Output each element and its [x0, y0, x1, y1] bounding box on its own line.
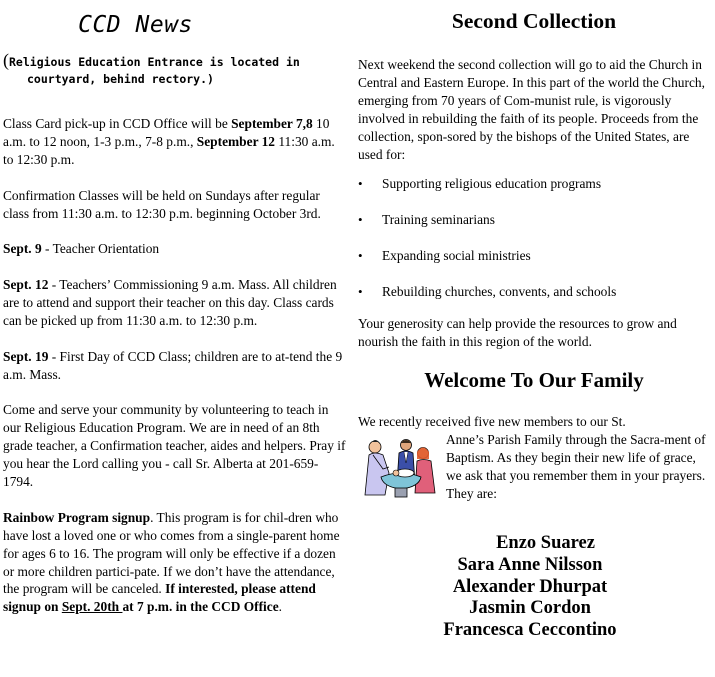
- entrance-note: [3, 52, 347, 88]
- list-item: • Rebuilding churches, convents, and schools: [358, 283, 710, 301]
- first-day-text: - First Day of CCD Class; children are to at-tend the 9 a.m. Mass.: [3, 348, 343, 382]
- right-column: [358, 0, 710, 502]
- list-item: Francesca Ceccontino: [443, 620, 617, 641]
- collection-uses-list: [358, 175, 710, 301]
- generosity-paragraph: Your generosity can help provide the resources to grow and nourish the faith in this region of the world.: [358, 316, 677, 349]
- rainbow-program-title: Rainbow Program signup: [3, 509, 151, 525]
- second-collection-paragraph: Next weekend the second collection will go to aid the Church in Central and Eastern Europe. In this part of the world the Church, emerging from 70 years of Com-munist rule, is vigorously involved in rebuilding the faith of its people. Proceeds from the collection, spon-sored by the bishops of the United States, are used for:: [358, 57, 705, 162]
- rainbow-signup-date: Sept. 20th: [61, 599, 123, 615]
- entrance-paren: (: [3, 50, 9, 70]
- first-day-date: Sept. 19: [3, 348, 49, 364]
- welcome-section: [358, 413, 710, 503]
- entrance-text: Religious Education Entrance is located in courtyard, behind rectory.): [9, 55, 300, 86]
- list-item: Alexander Dhurpat: [452, 576, 608, 597]
- ccd-news-title: CCD News: [78, 12, 193, 38]
- list-item: Jasmin Cordon: [469, 598, 591, 619]
- list-item: Sara Anne Nilsson: [457, 554, 603, 575]
- class-card-text-1: Class Card pick-up in CCD Office will be: [3, 116, 232, 131]
- list-item: Enzo Suarez: [496, 533, 595, 553]
- commissioning-paragraph: [3, 276, 347, 330]
- rainbow-signup-place: at 7 p.m. in the CCD Office: [122, 599, 279, 615]
- second-collection-title: Second Collection: [451, 9, 617, 33]
- class-card-date-1: September 7,8: [231, 116, 313, 131]
- teacher-orientation-text: - Teacher Orientation: [41, 241, 160, 257]
- class-card-text-2: 10 a.m. to 12 noon, 1-3 p.m., 7-8 p.m.,: [3, 116, 330, 149]
- class-card-paragraph: [3, 115, 347, 169]
- volunteer-paragraph: Come and serve your community by volunteering to teach in our Religious Education Program. We are in need of an 8th grade teacher, a Confirmation teacher, aides and helpers. Pray if you hear the Lord calling you - call Sr. Alberta at 201-659-1794.: [3, 402, 346, 490]
- class-card-text-3: 11:30 a.m. to 12:30 p.m.: [3, 133, 335, 167]
- baptism-clipart-icon: [359, 433, 443, 499]
- list-item: • Supporting religious education programs: [358, 175, 710, 193]
- list-item: • Training seminarians: [358, 211, 710, 229]
- welcome-paragraph: Anne’s Parish Family through the Sacra-ment of Baptism. As they begin their new life of grace, we ask that you remember them in your prayers. They are:: [446, 431, 706, 501]
- rainbow-program-paragraph: [3, 509, 347, 616]
- rainbow-program-text: . This program is for chil-dren who have lost a loved one or who comes from a single-parent home for ages 6 to 16. The program will only be effective if a dozen or more children partici-pate. If we don’t have the attendance, the program will be canceled.: [3, 509, 340, 597]
- rainbow-period: .: [278, 599, 283, 615]
- teacher-orientation-date: Sept. 9: [3, 241, 42, 257]
- teacher-orientation-paragraph: [3, 240, 347, 258]
- welcome-first-line: We recently received five new members to our St.: [358, 413, 626, 429]
- first-day-paragraph: [3, 348, 347, 384]
- new-members-list: [418, 533, 642, 642]
- welcome-title: Welcome To Our Family: [424, 367, 644, 392]
- list-item: • Expanding social ministries: [358, 247, 710, 265]
- commissioning-date: Sept. 12: [3, 277, 49, 293]
- confirmation-paragraph: Confirmation Classes will be held on Sundays after regular class from 11:30 a.m. to 12:30 p.m. beginning October 3rd.: [3, 187, 321, 221]
- class-card-date-2: September 12: [196, 133, 276, 149]
- rainbow-signup-note: If interested, please attend signup on: [3, 581, 316, 615]
- commissioning-text: - Teachers’ Commissioning 9 a.m. Mass. All children are to attend and support their teacher on this day. Class cards can be picked up from 11:30 a.m. to 12:30 p.m.: [3, 277, 337, 328]
- ccd-news-column: [3, 0, 347, 616]
